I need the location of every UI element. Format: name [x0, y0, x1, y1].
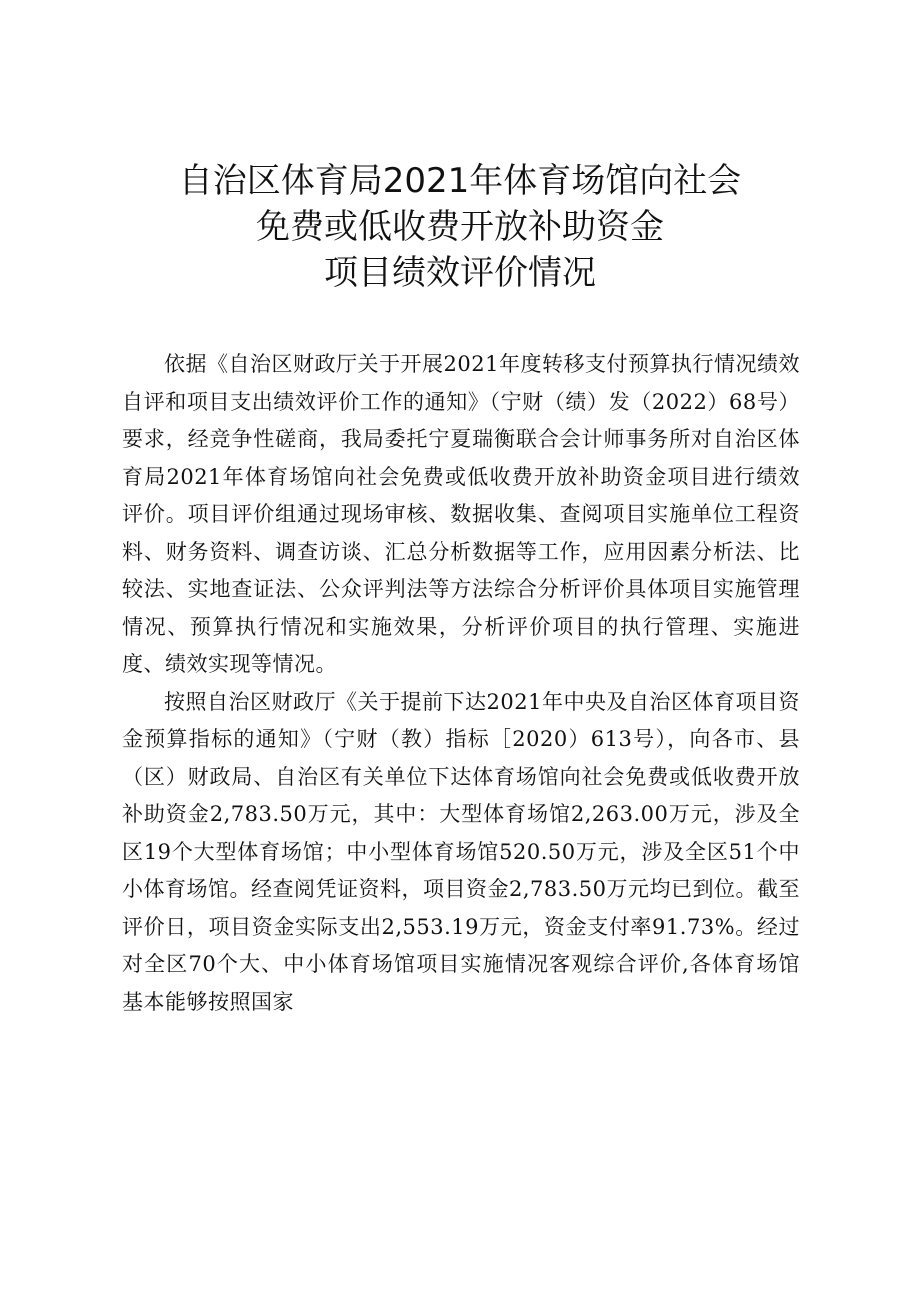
document-body — [122, 346, 800, 1021]
document-title — [0, 158, 920, 296]
title-line-2: 免费或低收费开放补助资金 — [256, 207, 664, 247]
paragraph-2: 按照自治区财政厅《关于提前下达2021年中央及自治区体育项目资金预算指标的通知》（宁财（教）指标［2020）613号），向各市、县（区）财政局、自治区有关单位下达体育场馆向社会免费或低收费开放补助资金2,783.50万元，其中：大型体育场馆2,263.00万元，涉及全区19个大型体育场馆；中小型体育场馆520.50万元，涉及全区51个中小体育场馆。经查阅凭证资料，项目资金2,783.50万元均已到位。截至评价日，项目资金实际支出2,553.19万元，资金支付率91.73%。经过对全区70个大、中小体育场馆项目实施情况客观综合评价,各体育场馆基本能够按照国家 — [122, 689, 801, 1014]
paragraph-1: 依据《自治区财政厅关于开展2021年度转移支付预算执行情况绩效自评和项目支出绩效评价工作的通知》（宁财（绩）发（2022）68号）要求，经竞争性磋商，我局委托宁夏瑞衡联合会计师事务所对自治区体育局2021年体育场馆向社会免费或低收费开放补助资金项目进行绩效评价。项目评价组通过现场审核、数据收集、查阅项目实施单位工程资料、财务资料、调查访谈、汇总分析数据等工作，应用因素分析法、比较法、实地查证法、公众评判法等方法综合分析评价具体项目实施管理情况、预算执行情况和实施效果，分析评价项目的执行管理、实施进度、绩效实现等情况。 — [122, 352, 800, 676]
title-line-3: 项目绩效评价情况 — [324, 253, 596, 293]
title-line-1: 自治区体育局2021年体育场馆向社会 — [178, 161, 742, 201]
